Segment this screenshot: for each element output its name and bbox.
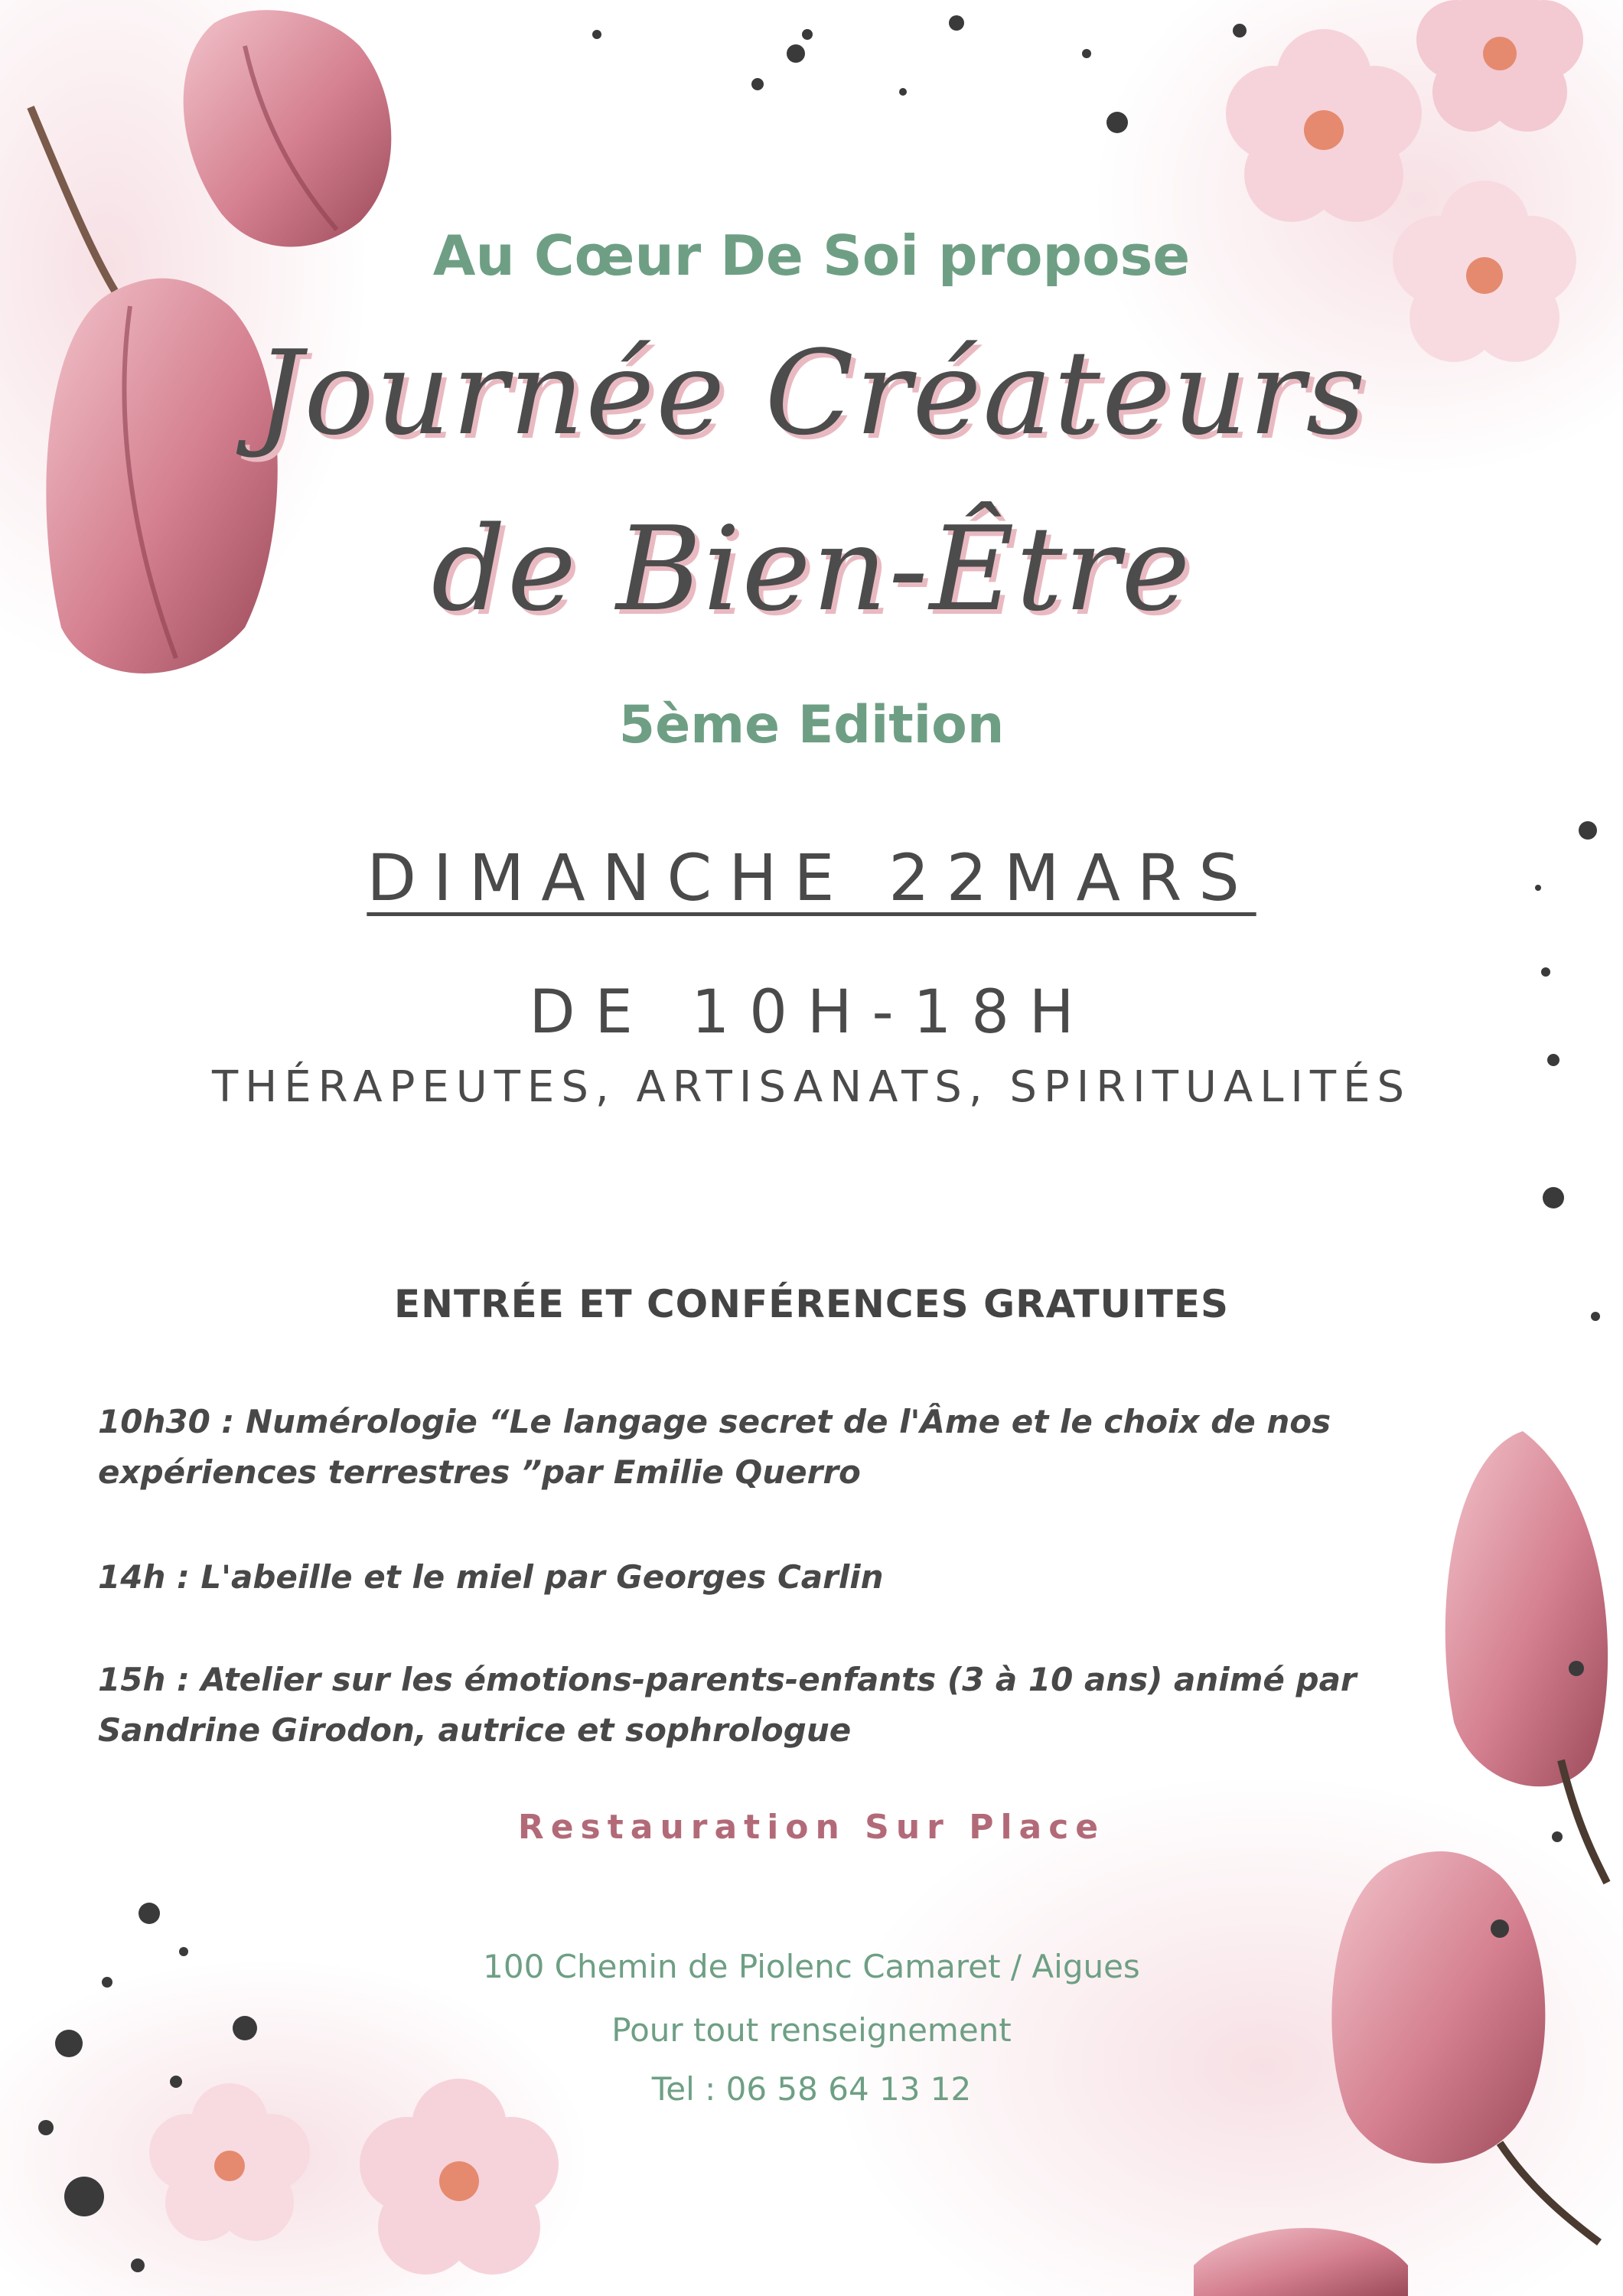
edition-label: 5ème Edition (618, 695, 1005, 755)
restauration-note: Restauration Sur Place (517, 1808, 1106, 1847)
contact-phone: Tel : 06 58 64 13 12 (651, 2070, 972, 2108)
organizer-line: Au Cœur De Soi propose (432, 223, 1191, 288)
program-item: 10h30 : Numérologie “Le langage secret de l'Âme et le choix de nos expériences terrestres ”par Emilie Querro (98, 1403, 1331, 1491)
event-title-line-2: de Bien-Être (431, 501, 1192, 637)
free-entry-heading: ENTRÉE ET CONFÉRENCES GRATUITES (393, 1282, 1230, 1326)
venue-address: 100 Chemin de Piolenc Camaret / Aigues (483, 1948, 1140, 1985)
event-date-text: DIMANCHE 22MARS (367, 840, 1256, 915)
event-hours: DE 10H-18H (529, 978, 1094, 1047)
event-themes: THÉRAPEUTES, ARTISANATS, SPIRITUALITÉS (211, 1062, 1412, 1112)
event-date (0, 840, 1623, 915)
program-item: 14h : L'abeille et le miel par Georges Carlin (98, 1558, 884, 1596)
program-item: 15h : Atelier sur les émotions-parents-enfants (3 à 10 ans) animé par Sandrine Girodon, autrice et sophrologue (98, 1661, 1357, 1749)
event-title-line-1: Journée Créateurs (256, 325, 1367, 461)
contact-info-label: Pour tout renseignement (611, 2011, 1012, 2049)
